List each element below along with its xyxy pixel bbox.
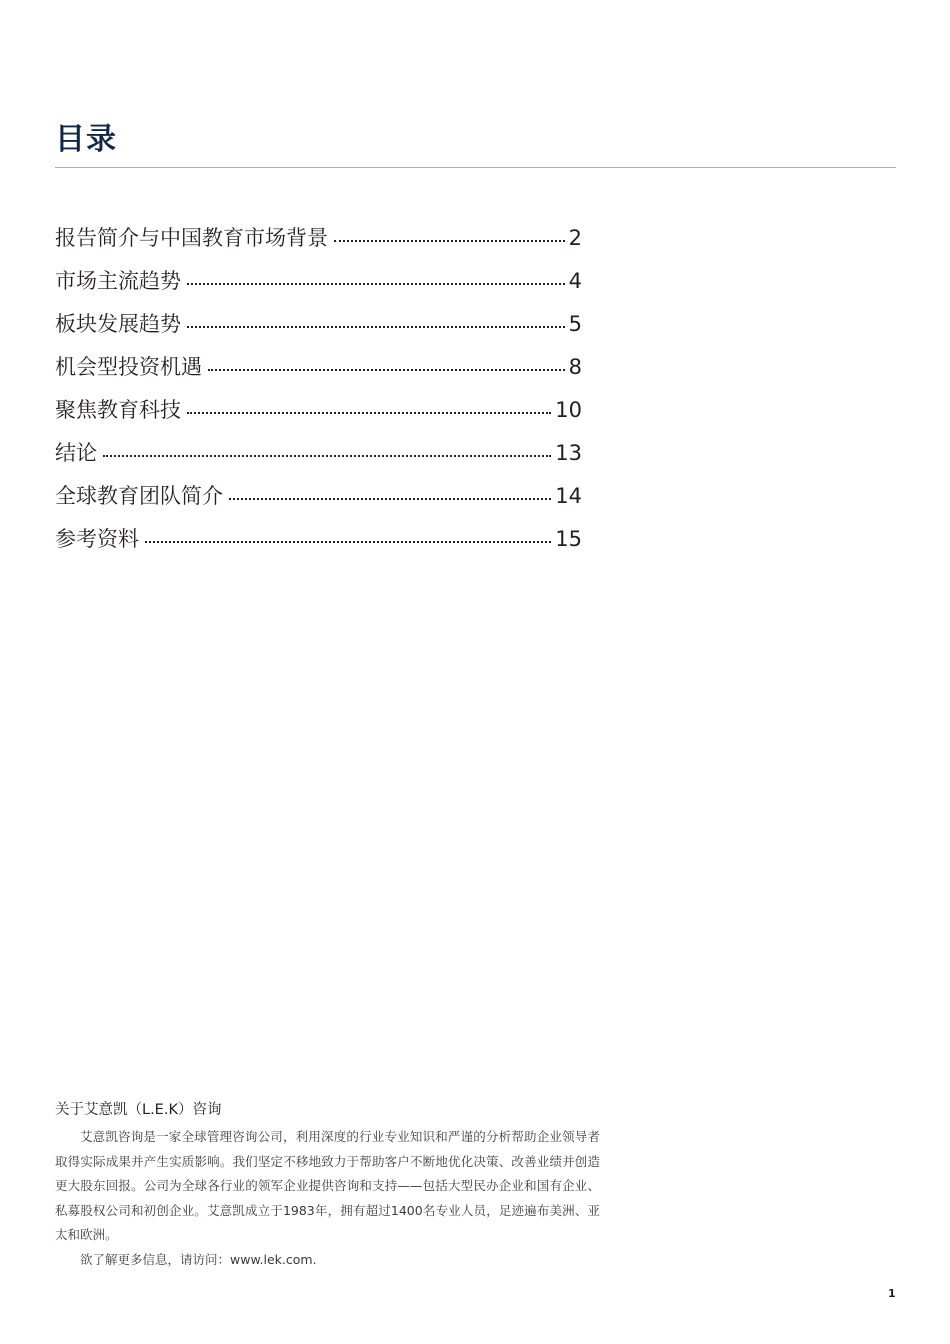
toc-dot-leader xyxy=(103,455,551,457)
about-heading: 关于艾意凯（L.E.K）咨询 xyxy=(55,1102,222,1118)
toc-dot-leader xyxy=(187,283,565,285)
toc-dot-leader xyxy=(208,369,565,371)
toc-dot-leader xyxy=(145,541,551,543)
about-section xyxy=(55,1098,600,1272)
title-divider xyxy=(55,167,896,168)
table-of-contents xyxy=(55,222,582,566)
toc-entry-page: 5 xyxy=(568,312,582,336)
toc-entry[interactable] xyxy=(55,308,582,351)
toc-entry[interactable] xyxy=(55,222,582,265)
toc-entry[interactable] xyxy=(55,394,582,437)
toc-entry-label: 参考资料 xyxy=(55,527,139,551)
toc-entry-page: 8 xyxy=(568,355,582,379)
toc-entry-page: 14 xyxy=(555,484,582,508)
toc-dot-leader xyxy=(187,326,565,328)
toc-entry[interactable] xyxy=(55,437,582,480)
toc-entry-page: 2 xyxy=(568,226,582,250)
toc-dot-leader xyxy=(334,240,565,242)
toc-entry-label: 板块发展趋势 xyxy=(55,312,181,336)
toc-entry-page: 15 xyxy=(555,527,582,551)
toc-entry-label: 市场主流趋势 xyxy=(55,269,181,293)
about-body: 艾意凯咨询是一家全球管理咨询公司，利用深度的行业专业知识和严谨的分析帮助企业领导者取得实际成果并产生实质影响。我们坚定不移地致力于帮助客户不断地优化决策、改善业绩并创造更大股东回报。公司为全球各行业的领军企业提供咨询和支持——包括大型民办企业和国有企业、私募股权公司和初创企业。艾意凯成立于1983年，拥有超过1400名专业人员，足迹遍布美洲、亚太和欧洲。 xyxy=(55,1129,600,1242)
toc-dot-leader xyxy=(229,498,551,500)
toc-entry-page: 10 xyxy=(555,398,582,422)
toc-dot-leader xyxy=(187,412,551,414)
toc-entry[interactable] xyxy=(55,480,582,523)
page-number: 1 xyxy=(888,1287,896,1300)
toc-entry[interactable] xyxy=(55,351,582,394)
toc-entry-label: 机会型投资机遇 xyxy=(55,355,202,379)
page-title: 目录 xyxy=(55,122,117,157)
about-more-info: 欲了解更多信息，请访问：www.lek.com. xyxy=(80,1251,317,1267)
toc-entry-label: 报告简介与中国教育市场背景 xyxy=(55,226,328,250)
toc-entry-label: 结论 xyxy=(55,441,97,465)
toc-entry-page: 4 xyxy=(568,269,582,293)
toc-entry-page: 13 xyxy=(555,441,582,465)
toc-entry-label: 全球教育团队简介 xyxy=(55,484,223,508)
toc-entry[interactable] xyxy=(55,265,582,308)
toc-entry[interactable] xyxy=(55,523,582,566)
toc-entry-label: 聚焦教育科技 xyxy=(55,398,181,422)
